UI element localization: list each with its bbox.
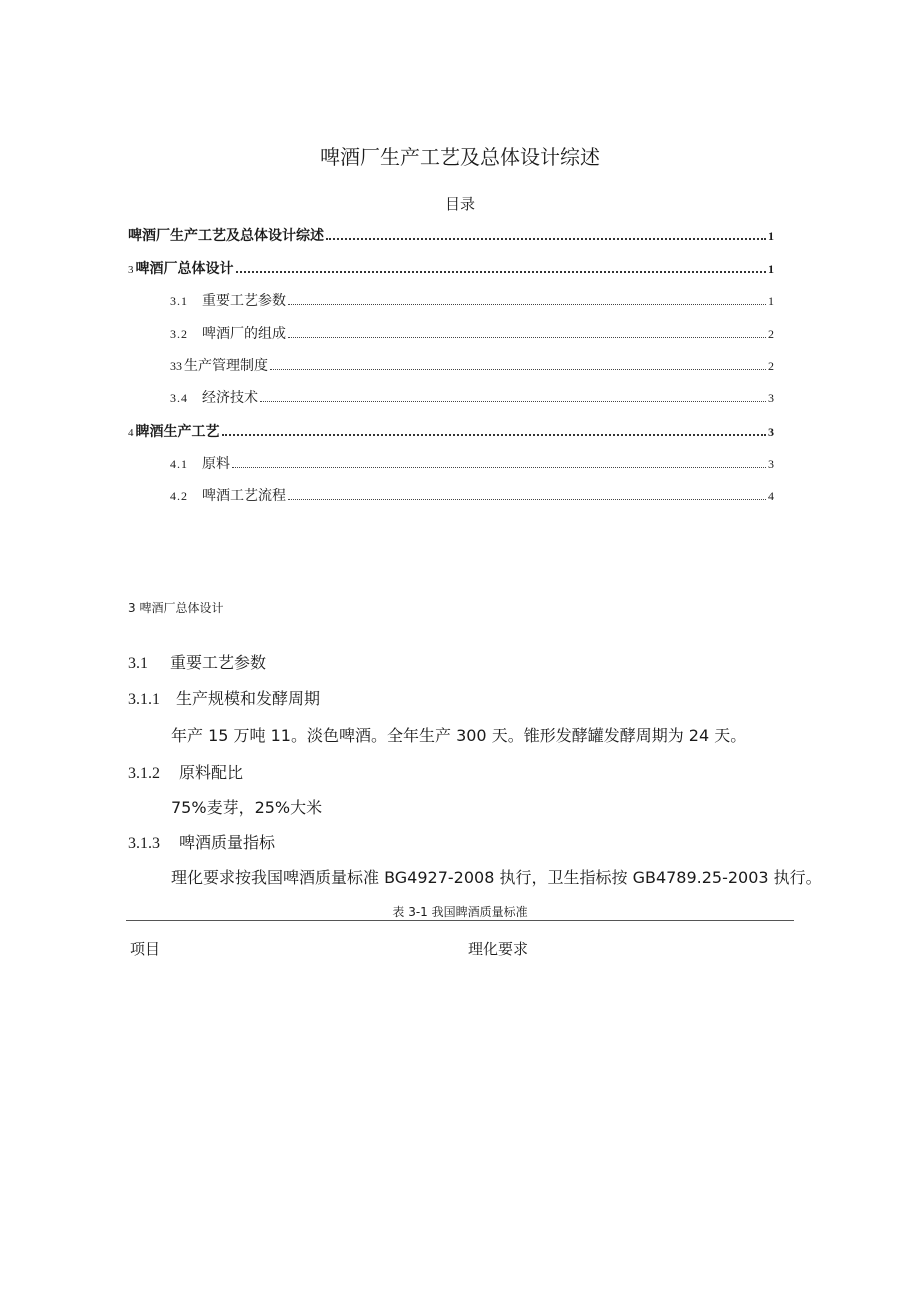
- toc-entry-number: 3: [128, 264, 134, 276]
- toc-entry-number: 33: [170, 359, 182, 373]
- toc-entry-label: 生产管理制度: [184, 358, 268, 374]
- heading-number: 3.1.3: [128, 835, 160, 852]
- heading-title: 重要工艺参数: [170, 653, 267, 672]
- heading-title: 啤酒质量指标: [179, 833, 276, 852]
- toc-entry[interactable]: [170, 387, 774, 407]
- toc-entry[interactable]: [170, 355, 774, 375]
- paragraph: 75%麦芽，25%大米: [171, 798, 323, 817]
- toc-entry-label: 睥酒生产工艺: [135, 424, 220, 440]
- subsubsection-heading: [128, 686, 320, 709]
- toc-entry-label: 经济技术: [202, 390, 258, 406]
- toc-entry[interactable]: [128, 258, 774, 278]
- toc-heading: 目录: [444, 197, 475, 213]
- toc-page-number: 3: [768, 391, 774, 405]
- toc-entry[interactable]: [170, 485, 774, 505]
- toc-entry-label: 啤酒工艺流程: [202, 488, 286, 504]
- toc-entry-label: 啤酒厂总体设计: [135, 261, 234, 277]
- table-top-rule: [126, 920, 794, 921]
- heading-number: 3.1.2: [128, 765, 160, 782]
- toc-entry-number: 3.1: [170, 294, 188, 308]
- toc-page-number: 1: [768, 262, 774, 276]
- section-heading: 3 啤酒厂总体设计: [128, 601, 224, 615]
- toc-page-number: 2: [768, 359, 774, 373]
- table-caption: 表 3-1 我国睥酒质量标准: [392, 905, 528, 919]
- toc-entry[interactable]: [128, 225, 774, 245]
- toc-leader-dots: [260, 400, 766, 402]
- toc-entry-label: 重要工艺参数: [202, 293, 286, 309]
- toc-entry-number: 3.4: [170, 391, 188, 405]
- toc-entry-number: 4.2: [170, 489, 188, 503]
- table-header-item: 项目: [130, 940, 161, 958]
- toc-leader-dots: [326, 237, 766, 240]
- toc-leader-dots: [236, 270, 767, 273]
- toc-entry-label: 原料: [202, 456, 230, 472]
- toc-leader-dots: [270, 368, 766, 370]
- toc-leader-dots: [232, 466, 766, 468]
- toc-entry[interactable]: [170, 290, 774, 310]
- table-header-requirement: 理化要求: [468, 940, 529, 958]
- heading-title: 生产规模和发酵周期: [176, 689, 321, 708]
- document-title: 啤酒厂生产工艺及总体设计综述: [320, 145, 600, 169]
- toc-page-number: 3: [768, 425, 774, 439]
- subsubsection-heading: [128, 760, 243, 783]
- subsection-heading: [128, 650, 266, 673]
- paragraph: 理化要求按我国啤酒质量标准 BG4927-2008 执行，卫生指标按 GB4789.25-2003 执行。: [171, 868, 822, 887]
- toc-page-number: 3: [768, 457, 774, 471]
- toc-entry[interactable]: [170, 323, 774, 343]
- toc-page-number: 4: [768, 489, 774, 503]
- paragraph: 年产 15 万吨 11。淡色啤酒。全年生产 300 天。锥形发酵罐发酵周期为 24 天。: [171, 726, 747, 745]
- toc-entry-number: 4: [128, 427, 134, 439]
- toc-entry[interactable]: [170, 453, 774, 473]
- toc-leader-dots: [288, 498, 766, 500]
- toc-entry-label: 啤酒厂生产工艺及总体设计综述: [128, 228, 324, 244]
- toc-entry-label: 啤酒厂的组成: [202, 326, 286, 342]
- toc-page-number: 1: [768, 294, 774, 308]
- heading-number: 3.1: [128, 655, 148, 672]
- heading-number: 3.1.1: [128, 691, 160, 708]
- toc-page-number: 2: [768, 327, 774, 341]
- toc-leader-dots: [222, 433, 767, 436]
- toc-leader-dots: [288, 336, 766, 338]
- subsubsection-heading: [128, 830, 275, 853]
- heading-title: 原料配比: [179, 763, 244, 782]
- toc-page-number: 1: [768, 229, 774, 243]
- toc-entry[interactable]: [128, 421, 774, 441]
- toc-entry-number: 4.1: [170, 457, 188, 471]
- toc-leader-dots: [288, 303, 766, 305]
- toc-entry-number: 3.2: [170, 327, 188, 341]
